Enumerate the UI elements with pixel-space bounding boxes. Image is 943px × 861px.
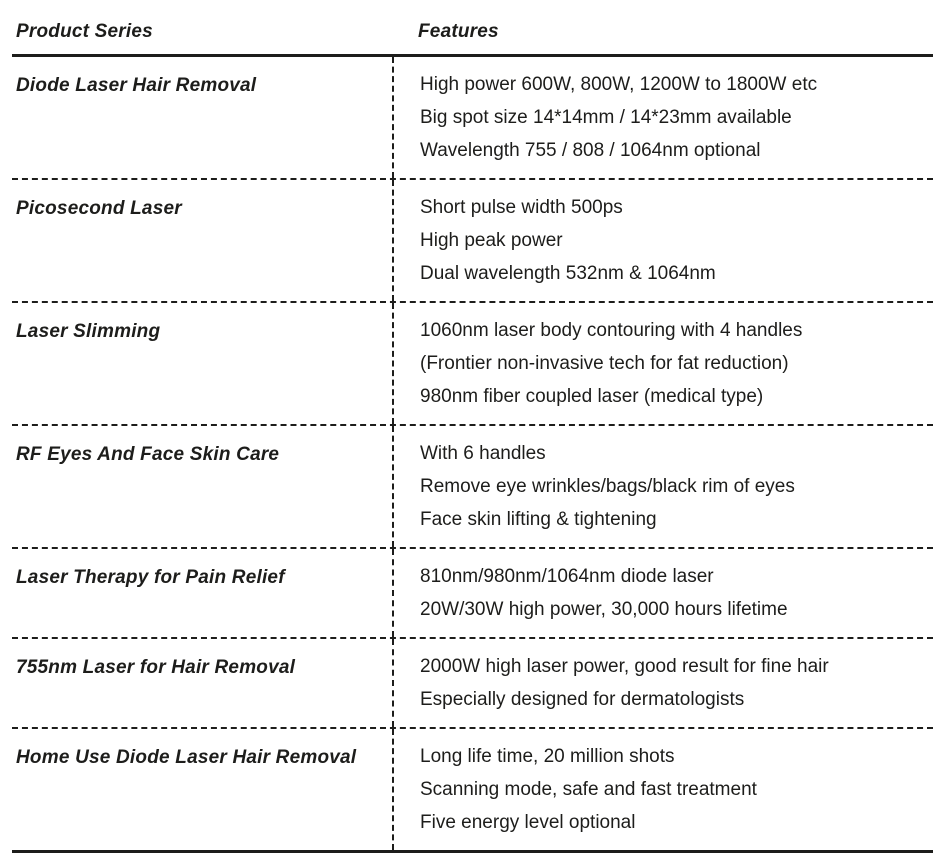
- features-cell: [392, 729, 933, 850]
- feature-line: Face skin lifting & tightening: [420, 509, 657, 530]
- feature-line: Wavelength 755 / 808 / 1064nm optional: [420, 140, 761, 161]
- feature-line: Scanning mode, safe and fast treatment: [420, 779, 757, 800]
- product-series-cell: Diode Laser Hair Removal: [16, 75, 257, 96]
- product-features-table: [12, 8, 933, 853]
- features-cell: [392, 549, 933, 637]
- feature-line: (Frontier non-invasive tech for fat reduction): [420, 353, 789, 374]
- feature-line: Long life time, 20 million shots: [420, 746, 675, 767]
- feature-line: 810nm/980nm/1064nm diode laser: [420, 566, 714, 587]
- features-cell: [392, 426, 933, 547]
- feature-line: With 6 handles: [420, 443, 546, 464]
- features-cell: [392, 639, 933, 727]
- features-cell: [392, 303, 933, 424]
- column-header-product-series: Product Series: [16, 21, 153, 42]
- feature-line: 980nm fiber coupled laser (medical type): [420, 386, 764, 407]
- feature-line: Dual wavelength 532nm & 1064nm: [420, 263, 716, 284]
- table-body: [12, 57, 933, 853]
- product-series-cell: Laser Slimming: [16, 321, 161, 342]
- table-row: [12, 57, 933, 180]
- table-row: [12, 639, 933, 729]
- feature-line: 2000W high laser power, good result for fine hair: [420, 656, 829, 677]
- table-row: [12, 549, 933, 639]
- product-series-cell: Laser Therapy for Pain Relief: [16, 567, 285, 588]
- product-series-cell: Picosecond Laser: [16, 198, 182, 219]
- feature-line: High peak power: [420, 230, 563, 251]
- table-row: [12, 426, 933, 549]
- feature-line: Short pulse width 500ps: [420, 197, 623, 218]
- feature-line: Especially designed for dermatologists: [420, 689, 745, 710]
- feature-line: High power 600W, 800W, 1200W to 1800W etc: [420, 74, 818, 95]
- product-series-cell: 755nm Laser for Hair Removal: [16, 657, 296, 678]
- column-header-features: Features: [418, 21, 499, 42]
- feature-line: Remove eye wrinkles/bags/black rim of eyes: [420, 476, 795, 497]
- feature-line: Five energy level optional: [420, 812, 636, 833]
- features-cell: [392, 57, 933, 178]
- feature-line: 20W/30W high power, 30,000 hours lifetime: [420, 599, 788, 620]
- feature-line: 1060nm laser body contouring with 4 handles: [420, 320, 803, 341]
- feature-line: Big spot size 14*14mm / 14*23mm available: [420, 107, 792, 128]
- product-series-cell: Home Use Diode Laser Hair Removal: [16, 747, 357, 768]
- features-cell: [392, 180, 933, 301]
- table-row: [12, 180, 933, 303]
- table-row: [12, 729, 933, 853]
- table-header-row: [12, 8, 933, 57]
- table-row: [12, 303, 933, 426]
- product-series-cell: RF Eyes And Face Skin Care: [16, 444, 280, 465]
